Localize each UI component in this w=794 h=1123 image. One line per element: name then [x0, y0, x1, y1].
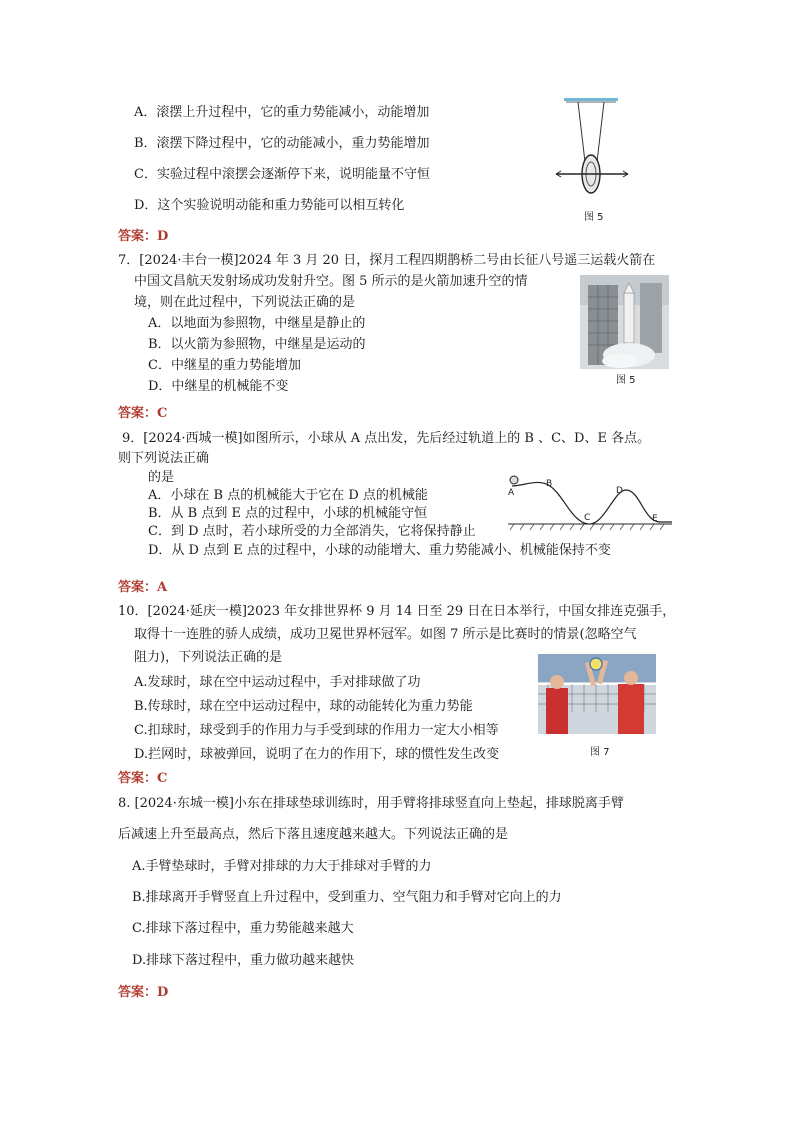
option-b: B．从 B 点到 E 点的过程中，小球的机械能守恒: [148, 506, 428, 521]
player-left: [546, 688, 568, 734]
rolling-pendulum-figure: [548, 96, 634, 208]
question-stem-line: 的是: [148, 470, 175, 485]
point-label-a: A: [508, 488, 515, 498]
question-stem-line: 7．[2024·丰台一模]2024 年 3 月 20 日，探月工程四期鹊桥二号由长征八号遥三运载火箭在: [118, 253, 656, 268]
track-figure: [504, 472, 674, 532]
option-b: B.排球离开手臂竖直上升过程中，受到重力、空气阻力和手臂对它向上的力: [132, 890, 562, 905]
option-c: C．到 D 点时，若小球所受的力全部消失，它将保持静止: [148, 524, 476, 539]
option-d: D.排球下落过程中，重力做功越来越快: [132, 953, 355, 968]
figure-caption: 图 5: [616, 375, 636, 386]
option-d: D．从 D 点到 E 点的过程中，小球的动能增大、重力势能减小、机械能保持不变: [148, 543, 611, 558]
question-stem-line: 则下列说法正确: [118, 451, 210, 466]
answer: 答案：C: [118, 406, 168, 421]
left-string: [578, 102, 585, 162]
figure-caption: 图 5: [584, 212, 604, 223]
question-stem-line: 10．[2024·延庆一模]2023 年女排世界杯 9 月 14 日至 29 日在日本举行，中国女排连克强手，: [118, 604, 676, 619]
option-b: B.传球时，球在空中运动过程中，球的动能转化为重力势能: [134, 699, 473, 714]
question-stem-line: 中国文昌航天发射场成功发射升空。图 5 所示的是火箭加速升空的情: [134, 274, 528, 289]
rocket: [624, 293, 634, 343]
answer: 答案：A: [118, 580, 168, 595]
option-a: A．小球在 B 点的机械能大于它在 D 点的机械能: [148, 488, 428, 503]
right-string: [597, 102, 604, 162]
player-right: [618, 684, 644, 734]
option-b: B．以火箭为参照物，中继星是运动的: [148, 337, 366, 352]
option-a: A．滚摆上升过程中，它的重力势能减小，动能增加: [134, 105, 430, 120]
point-label-e: E: [652, 514, 658, 524]
question-stem-line: 阻力)，下列说法正确的是: [134, 650, 283, 665]
option-c: C.排球下落过程中，重力势能越来越大: [132, 921, 354, 936]
option-c: C.扣球时，球受到手的作用力与手受到球的作用力一定大小相等: [134, 723, 499, 738]
question-stem-line: 8. [2024·东城一模]小东在排球垫球训练时，用手臂将排球竖直向上垫起，排球脱离手臂: [118, 796, 624, 811]
answer: 答案：C: [118, 771, 168, 786]
answer: 答案：D: [118, 229, 169, 244]
volleyball-photo: [538, 654, 656, 734]
point-label-d: D: [616, 486, 623, 496]
option-b: B．滚摆下降过程中，它的动能减小，重力势能增加: [134, 136, 430, 151]
option-d: D．中继星的机械能不变: [148, 379, 289, 394]
point-label-b: B: [546, 479, 553, 489]
option-d: D．这个实验说明动能和重力势能可以相互转化: [134, 198, 405, 213]
question-stem-line: 后减速上升至最高点，然后下落且速度越来越大。下列说法正确的是: [118, 827, 509, 842]
answer: 答案：D: [118, 985, 169, 1000]
option-c: C．实验过程中滚摆会逐渐停下来，说明能量不守恒: [134, 167, 430, 182]
option-c: C．中继星的重力势能增加: [148, 358, 301, 373]
option-a: A．以地面为参照物，中继星是静止的: [148, 316, 366, 331]
rocket-launch-photo: [580, 275, 669, 369]
ball: [510, 476, 518, 484]
question-stem-line: 境，则在此过程中，下列说法正确的是: [134, 295, 356, 310]
question-stem-line: 9．[2024·西城一模]如图所示，小球从 A 点出发，先后经过轨道上的 B 、C、D、E 各点。: [122, 431, 651, 446]
option-a: A.手臂垫球时，手臂对排球的力大于排球对手臂的力: [132, 859, 432, 874]
volleyball: [590, 658, 602, 670]
option-a: A.发球时，球在空中运动过程中，手对排球做了功: [134, 675, 421, 690]
ceiling-bar: [564, 98, 618, 101]
figure-caption: 图 7: [590, 747, 610, 758]
point-label-c: C: [584, 513, 591, 523]
track-curve: [512, 482, 672, 524]
option-d: D.拦网时，球被弹回，说明了在力的作用下，球的惯性发生改变: [134, 747, 500, 762]
question-stem-line: 取得十一连胜的骄人成绩，成功卫冕世界杯冠军。如图 7 所示是比赛时的情景(忽略空气: [134, 627, 637, 642]
